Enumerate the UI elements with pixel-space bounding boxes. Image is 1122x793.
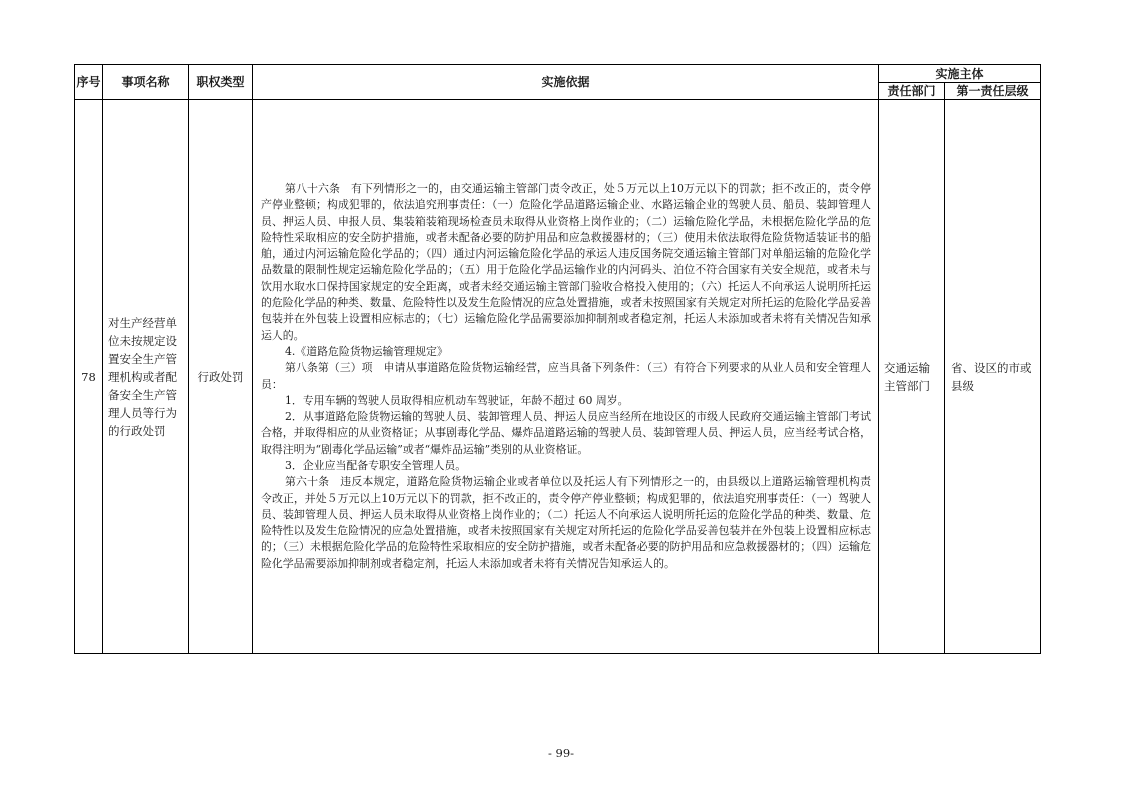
table-row bbox=[75, 100, 1041, 654]
header-subject: 实施主体 bbox=[879, 65, 1041, 83]
basis-paragraph-art8: 第八条第（三）项 申请从事道路危险货物运输经营，应当具备下列条件：（三）有符合下列要求的从业人员和安全管理人员： bbox=[261, 361, 871, 391]
authority-table bbox=[74, 64, 1041, 654]
cell-basis bbox=[253, 100, 879, 654]
header-basis: 实施依据 bbox=[253, 65, 879, 100]
header-seq: 序号 bbox=[75, 65, 103, 100]
header-responsible-dept: 责任部门 bbox=[879, 83, 945, 100]
page-number: - 99- bbox=[547, 746, 575, 760]
header-authority-type: 职权类型 bbox=[189, 65, 253, 100]
basis-paragraph-item-3: 3．企业应当配备专职安全管理人员。 bbox=[284, 458, 467, 472]
cell-authority-type: 行政处罚 bbox=[189, 100, 253, 654]
cell-responsible-dept: 交通运输主管部门 bbox=[879, 100, 945, 654]
cell-seq: 78 bbox=[75, 100, 103, 654]
basis-paragraph-item-2: 2．从事道路危险货物运输的驾驶人员、装卸管理人员、押运人员应当经所在地设区的市级人民政府交通运输主管部门考试合格，并取得相应的从业资格证；从事剧毒化学品、爆炸品道路运输的驾驶人员、装卸管理人员、押运人员，应当经考试合格，取得注明为“剧毒化学品运输”或者“爆炸品运输”类别的从业资格证。 bbox=[261, 410, 871, 456]
cell-first-level: 省、设区的市或县级 bbox=[945, 100, 1041, 654]
header-item-name: 事项名称 bbox=[103, 65, 189, 100]
basis-paragraph-art60: 第六十条 违反本规定，道路危险货物运输企业或者单位以及托运人有下列情形之一的，由县级以上道路运输管理机构责令改正，并处５万元以上10万元以下的罚款，拒不改正的，责令停产停业整顿；构成犯罪的，依法追究刑事责任：（一）驾驶人员、装卸管理人员、押运人员未取得从业资格上岗作业的；（二）托运人不向承运人说明所托运的危险化学品的种类、数量、危险特性以及发生危险情况的应急处置措施，或者未按照国家有关规定对所托运的危险化学品妥善包装并在外包装上设置相应标志的；（三）未根据危险化学品的危险特性采取相应的安全防护措施，或者未配备必要的防护用品和应急救援器材的；（四）运输危险化学品需要添加抑制剂或者稳定剂，托运人未添加或者未将有关情况告知承运人的。 bbox=[261, 475, 871, 570]
basis-paragraph-item-1: 1．专用车辆的驾驶人员取得相应机动车驾驶证，年龄不超过 60 周岁。 bbox=[284, 393, 629, 407]
basis-paragraph-art86: 第八十六条 有下列情形之一的，由交通运输主管部门责令改正，处５万元以上10万元以下的罚款；拒不改正的，责令停产停业整顿；构成犯罪的，依法追究刑事责任：（一）危险化学品道路运输企业、水路运输企业的驾驶人员、船员、装卸管理人员、押运人员、申报人员、集装箱装箱现场检查员未取得从业资格上岗作业的；（二）运输危险化学品，未根据危险化学品的危险特性采取相应的安全防护措施，或者未配备必要的防护用品和应急救援器材的；（三）使用未依法取得危险货物适装证书的船舶，通过内河运输危险化学品的；（四）通过内河运输危险化学品的承运人违反国务院交通运输主管部门对单船运输的危险化学品数量的限制性规定运输危险化学品的；（五）用于危险化学品运输作业的内河码头、泊位不符合国家有关安全规范，或者未与饮用水取水口保持国家规定的安全距离，或者未经交通运输主管部门验收合格投入使用的；（六）托运人不向承运人说明所托运的危险化学品的种类、数量、危险特性以及发生危险情况的应急处置措施，或者未按照国家有关规定对所托运的危险化学品妥善包装并在外包装上设置相应标志的；（七）运输危险化学品需要添加抑制剂或者稳定剂，托运人未添加或者未将有关情况告知承运人的。 bbox=[261, 181, 871, 342]
cell-item-name: 对生产经营单位未按规定设置安全生产管理机构或者配备安全生产管理人员等行为的行政处罚 bbox=[103, 100, 189, 654]
header-first-level: 第一责任层级 bbox=[945, 83, 1041, 100]
basis-paragraph-regulation-title: 4.《道路危险货物运输管理规定》 bbox=[284, 344, 448, 358]
